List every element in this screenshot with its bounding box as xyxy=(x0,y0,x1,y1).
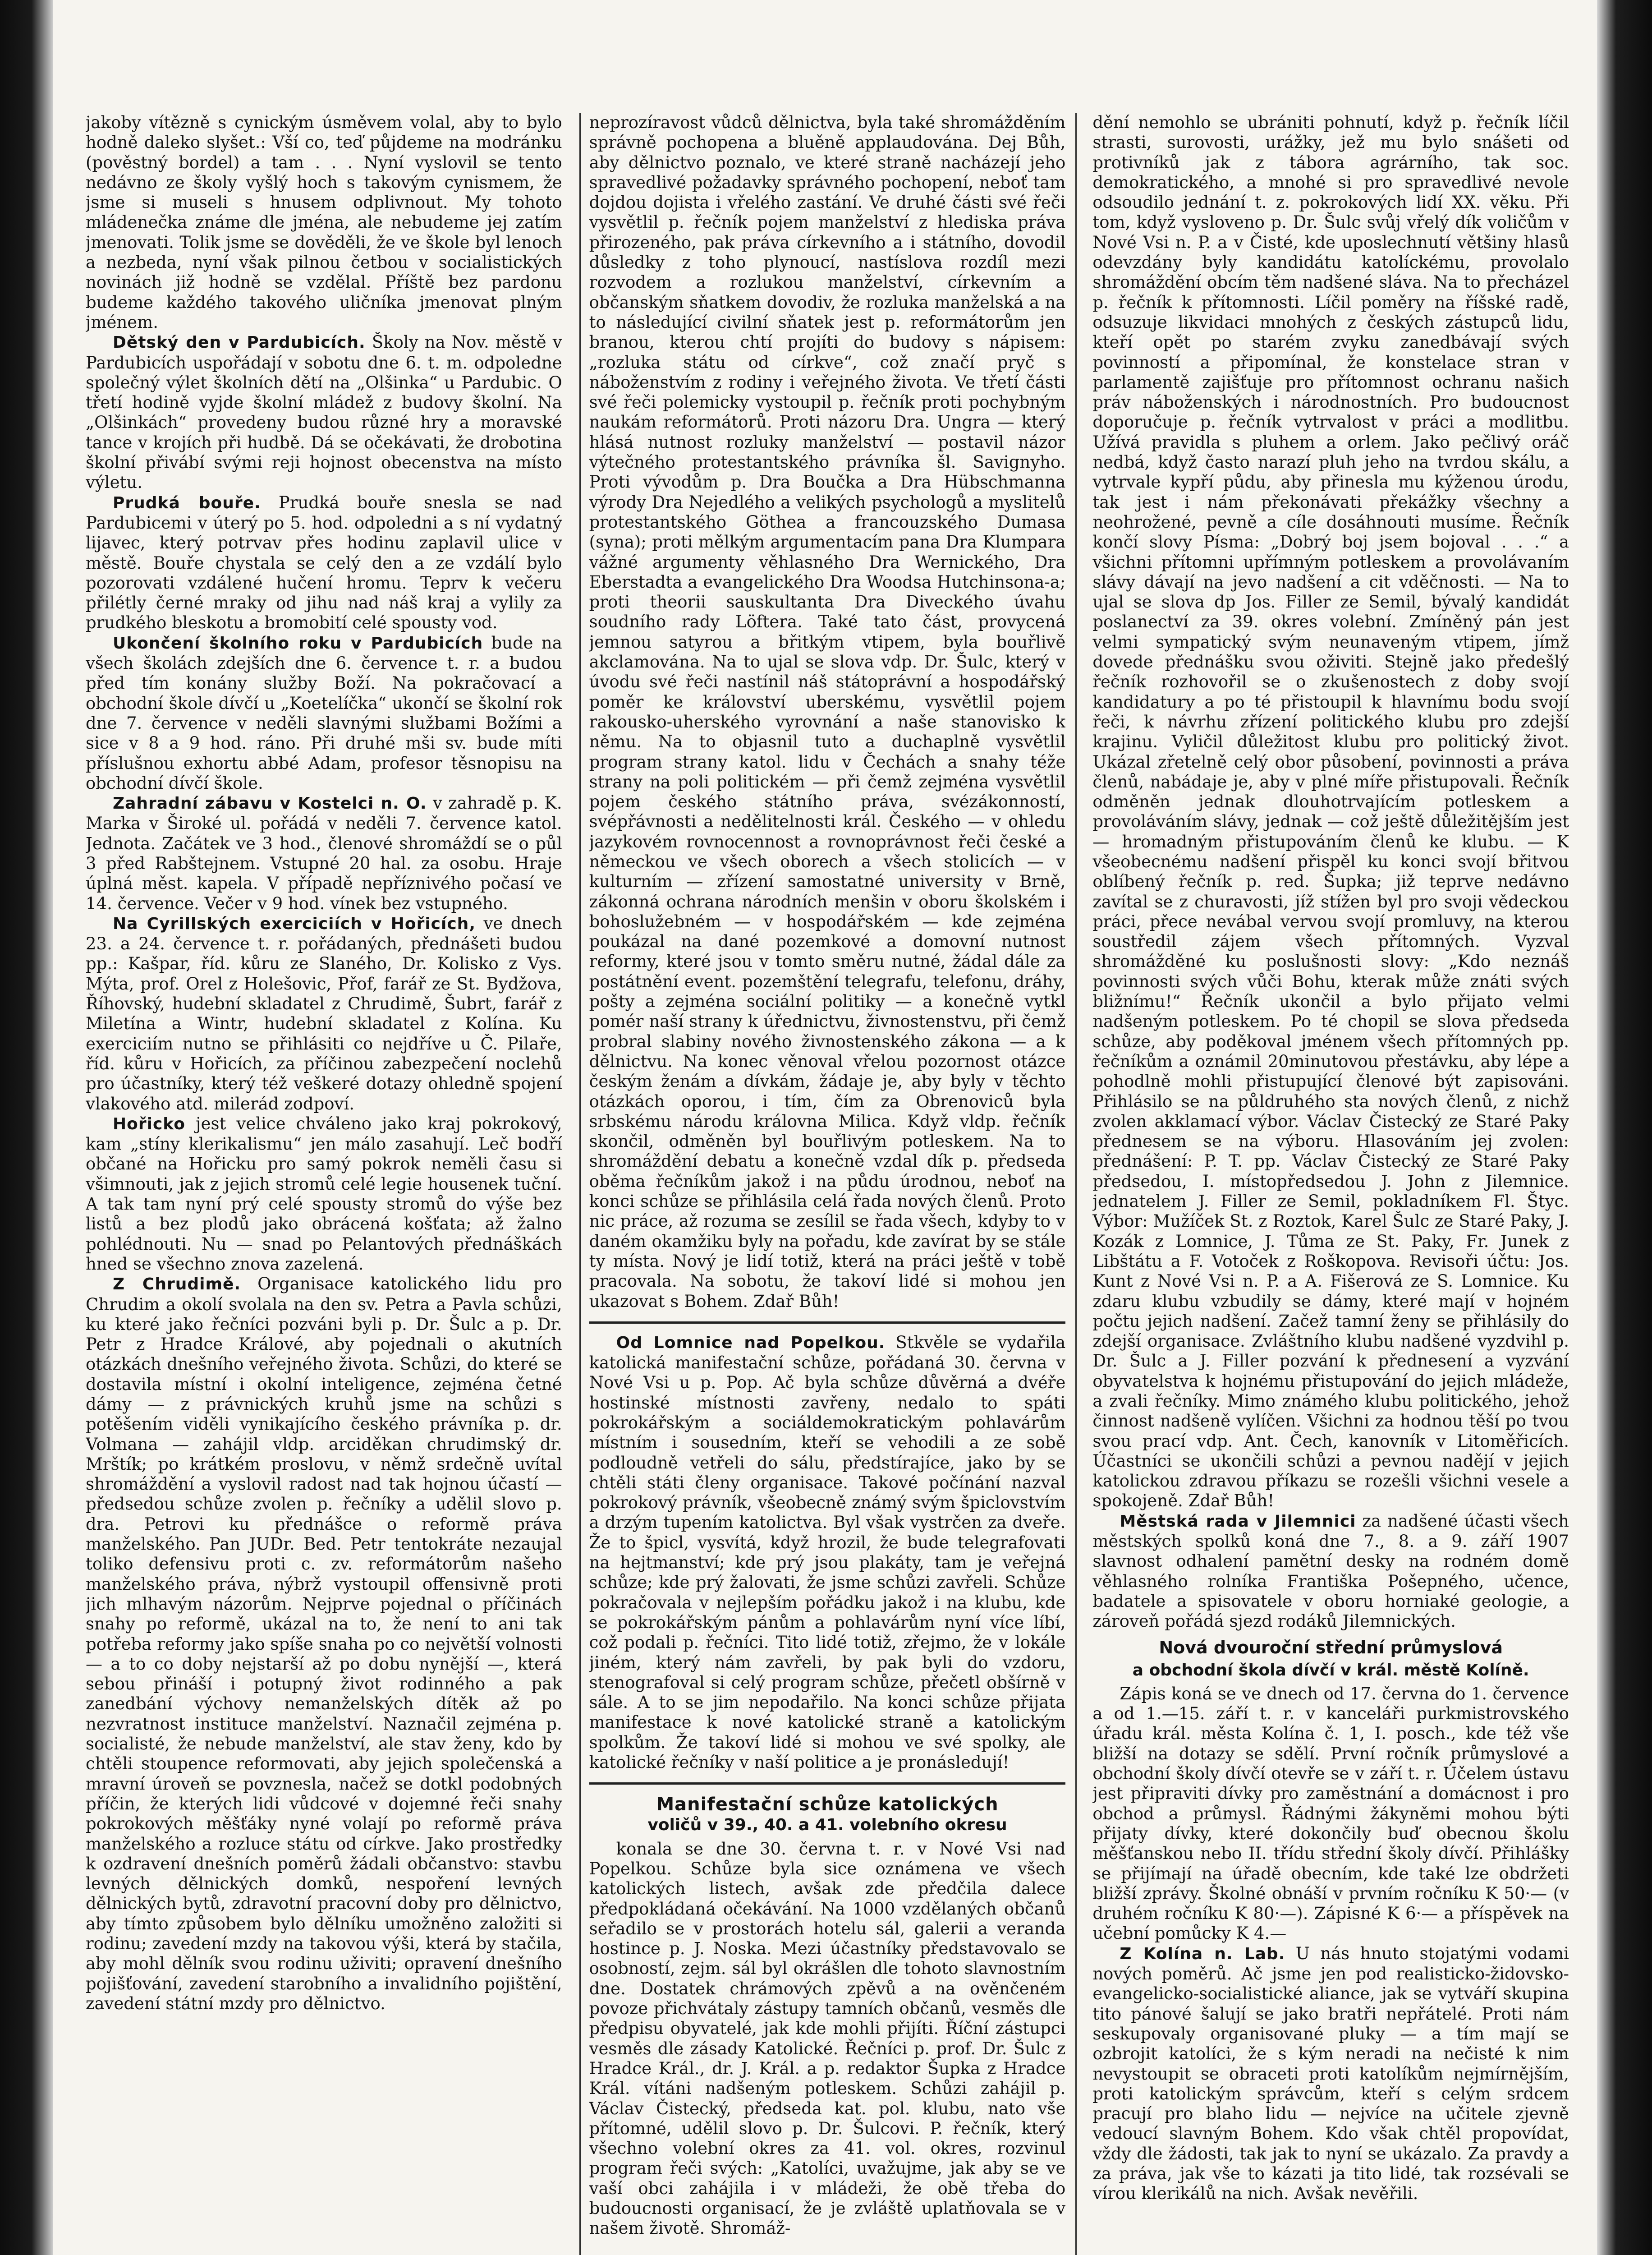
section-divider xyxy=(589,1782,1066,1785)
article-prudka-boure-text: Prudká bouře snesla se nad Pardubicemi v úterý po 5. hod. odpoledni a s ní vydatný lijavec, který potrvav přes hodinu zaplavil ulice v městě. Bouře chystala se celý den a ze vzdálí bylo pozorovati vzdálené hučení hromu. Teprv k večeru přilétly černé mraky od jihu nad náš kraj a vylily za prudkého bleskotu a bromobití celé spousty vod. xyxy=(86,492,562,633)
article-chrudim-text: Organisace katolického lidu pro Chrudim a okolí svolala na den sv. Petra a Pavla schůzi, ku které jako řečníci pozváni byli p. Dr. Šulc a p. Dr. Petr z Hradce Králové, aby pojednali o akutních otázkách dnešního veřejného života. Schůzi, do které se dostavila místní i okolní inteligence, zejména četné dámy — z právnických kruhů jsme na schůzi s potěšením viděli vynikajícího českého právníka p. dr. Volmana — zahájil vldp. arciděkan chrudimský dr. Mrštík; po krátkém proslovu, v němž srdečně uvítal shromáždění a vyslovil radost nad tak hojnou účastí — předsedou schůze zvolen p. řečníky a udělil slovo p. dra. Petrovi ku přednášce o reformě práva manželského. Pan JUDr. Bed. Petr tentokráte nezaujal toliko defensivu proti c. zv. reformátorům našeho manželského práva, nýbrž vystoupil offensivně proti jich mlhavým názorům. Nejprve pojednal o příčinách snahy po reformě, ukázal na to, že není to ani tak potřeba reformy jako spíše snaha po co největší volnosti — a to co doby nejstarší až po dobu nynější —, která sebou přináší i potupný život rodinného a pak zanedbání výchovy nemanželských dítěk až po nezvratnost instituce manželství. Naznačil zejména p. socialisté, že nebude manželství, ale stav ženy, kdo by chtěli stoupence reformovati, aby jejich společenská a mravní úroveň se povznesla, načež se dotkl podobných příčin, že kterých lidi vůdcové v dojemné řeči snahy pokrokových měšťáky nyné volají po reformě práva manželského a rozluce státu od církve. Jako prostředky k ozdravení dnešních poměrů žádali občanstvo: stavbu levných dělnických domků, nespoření levných dělnických bytů, zdravotní pracovní doby pro dělnictvo, aby tímto způsobem bylo dělníku umožněno založiti si rodinu; zavedení mzdy na takovou výši, která by stačila, aby mohl dělník svou rodinu uživiti; opravení dnešního pojišťování, zavedení starobního a invalidního pojištění, zavedení státní mzdy pro dělnictvo. xyxy=(86,1274,562,2013)
article-kolin-text: U nás hnuto stojatými vodami nových poměrů. Ač jsme jen pod realisticko-židovsko-evangelicko-socialistické aliance, jak se vytváří skupina tito pánové šalují se jako bratři nepřátelé. Proti nám seskupovaly organisované pluky — a tím mají se ozbrojit katolíci, že s kým neradi na nečisté k nim nevystoupit se obraceti proti katolíkům nejmírnějším, proti katolickým správcům, kteří s celým srdcem pracují pro blaho lidu — nejvíce na učitele zjevně vedoucí slavným Bohem. Kdo však chtěl propovídat, vždy dle žádosti, tak jak to nyní se ukázalo. Za pravdy a za práva, jak vše to kázati ja tito lidé, tak rozsévali se vírou klerikálů na nich. Avšak nevěřili. xyxy=(1092,1943,1569,2204)
scan-edge-left xyxy=(0,0,53,2255)
headline-manifestacni-1: Manifestační schůze katolických xyxy=(656,1794,999,1815)
headline-ukonceni: Ukončení školního roku v Pardubicích xyxy=(113,634,483,653)
article-ukonceni xyxy=(86,633,562,793)
headline-skola-1: Nová dvouroční střední průmyslová xyxy=(1159,1637,1503,1657)
column-3 xyxy=(1092,113,1569,2255)
article-manifestacni-text: konala se dne 30. června t. r. v Nové Vsi nad Popelkou. Schůze byla sice oznámena ve všech katolických listech, avšak zde předčila dalece předpokládaná očekávání. Na 1000 vzdělaných občanů seřadilo se v prostorách hotelu sál, galerii a veranda hostince p. J. Noska. Mezi účastníky představovalo se osobností, zejm. sál byl okrášlen dle tohoto slavnostním dne. Dostatek chrámových zpěvů a na ověnčeném povoze přichvátaly zástupy tamních občanů, vesměs dle předpisu obyvatelé, jak kde mohli přijíti. Říční zástupci vesměs dle zásady Katolické. Řečníci p. prof. Dr. Šulc z Hradce Král., dr. J. Král. a p. redaktor Šupka z Hradce Král. vítáni nadšeným potleskem. Schůzi zahájil p. Václav Čistecký, předseda kat. pol. klubu, nato vše přítomné, udělil slovo p. Dr. Šulcovi. P. řečník, který všechno volební okres za 41. vol. okres, rozvinul program řeči svých: „Katolíci, uvažujme, jak aby se ve vaší obci zahájila i v mládeži, že obě třeba do budoucnosti organisací, že je zvláště uplatňovala se v našem životě. Shromáž- xyxy=(589,1839,1066,2238)
article-cyril-text: ve dnech 23. a 24. července t. r. pořádaných, přednášeti budou pp.: Kašpar, říd. kůru ze Slaného, Dr. Kolisko z Vys. Mýta, prof. Orel z Holešovic, Přof, farář ze St. Bydžova, Říhovský, hudební skladatel z Chrudimě, Šubrt, farář z Miletína a Wintr, hudební skladatel z Kolína. Ku exerciciím nutno se přihlásiti co nejdříve u Č. Pilaře, říd. kůru v Hořicích, za příčinou zabezpečení noclehů pro účastníky, který též veškeré dotazy ohledně spojení vlakového atd. milerád zodpoví. xyxy=(86,913,562,1114)
article-lomnice xyxy=(589,1333,1066,1773)
headline-kolin: Z Kolína n. Lab. xyxy=(1120,1944,1285,1963)
article-zabava-text: v zahradě p. K. Marka v Široké ul. pořádá v neděli 7. července katol. Jednota. Začátek ve 3 hod., členové shromáždí se o půl 3 před Rabštejnem. Vstupné 20 hal. za osobu. Hraje úplná měst. kapela. V případě nepříznivého počasí ve 14. července. Večer v 9 hod. vínek bez vstupného. xyxy=(86,793,562,913)
column-2 xyxy=(589,113,1066,2255)
headline-skola-2: a obchodní škola dívčí v král. městě Kolíně. xyxy=(1132,1661,1529,1680)
column-1 xyxy=(86,113,562,2255)
headline-horicko: Hořicko xyxy=(113,1114,186,1133)
article-kolin xyxy=(1092,1944,1569,2204)
headline-jilemnice: Městská rada v Jilemnici xyxy=(1120,1512,1356,1531)
article-continued-text: dění nemohlo se ubrániti pohnutí, když p. řečník líčil strasti, surovosti, urážky, jež mu bylo snášeti od protivníků jak z tábora agrárního, tak soc. demokratického, a mnohé si pro spravedlivé nevole odsoudilo jednání t. z. pokrokových lidí XX. věku. Při tom, když vysloveno p. Dr. Šulc svůj vřelý dík voličům v Nové Vsi n. P. a v Čisté, kde uposlechnutí většiny hlasů odevzdány byly kandidátu katolíckému, provolalo shromáždění obcím těm nadšené sláva. Na to přecházel p. řečník k přítomnosti. Líčil poměry na říšské radě, odsuzuje likvidaci mnohých z českých zástupců lidu, kteří opět po starém zvyku zanedbávají svých povinností a připomínal, že konstelace stran v parlamentě zajišťuje pro přítomnost ochranu našich práv náboženských i národnostních. Pro budoucnost doporučuje p. řečník vytrvalost v práci a modlitbu. Užívá pravidla s pluhem a orlem. Jako pečlivý oráč nedbá, když často narazí pluh jeho na tvrdou skálu, a vytrvale kypří půdu, aby přinesla mu kýženou úrodu, tak jest i nám překonávati překážky všechny a neohrožené, pevně a cíle dosáhnouti musíme. Řečník končí slovy Písma: „Dobrý boj jsem bojoval . . .“ a všichni přítomni upřímným potleskem a provolávaním slávy dávají na jevo nadšení a cit vděčnosti. — Na to ujal se slova dp Jos. Filler ze Semil, bývalý kandidát poslanectví za 39. okres volební. Zmíněný pán jest velmi sympatický svým neunaveným vtipem, jímž dovede přednášku svou oživiti. Stejně jako předešlý řečník rozhovořil se o zkušenostech z doby svojí kandidatury a po té přistoupil k hlavnímu bodu svojí řeči, k návrhu zřízení politického klubu pro zdejší krajinu. Vyličil důležitost klubu pro politický život. Ukázal zřetelně celý obor působení, povinnosti a práva členů, nabádaje je, aby v plné míře přistupovali. Řečník odměněn jednak dlouhotrvajícím potleskem a provoláváním slávy, jednak — což ještě důležitějším jest — hromadným přistupováním členů ke klubu. — K všeobecnému nadšení přispěl ku konci svojí břitvou oblíbený řečník p. red. Šupka; již teprve nedávno zavítal se z churavosti, jíž stížen byl pro svoji vědeckou práci, přece nevábal vervou svojí promluvy, na kterou soustředil zájem všech přítomných. Vyzval shromážděné ku poslušnosti slovy: „Kdo neznáš povinnosti svých vůči Bohu, kterak může znáti svých bližnímu!“ Řečník ukončil a bylo přijato velmi nadšeným potleskem. Po té chopil se slova předseda schůze, aby poděkoval jménem všech přítomných pp. řečníkům a oznámil 20minutovou přestávku, aby lépe a pohodlně mohli přistupující členové být zapisováni. Přihlásilo se na půldruhého sta nových členů, z nichž zvolen akklamací výbor. Václav Čistecký ze Staré Paky přednesem se na výboru. Hlasováním jej zvolen: přednášení: P. T. pp. Václav Čistecký ze Staré Paky předsedou, I. místopředsedou J. John z Jilemnice. jednatelem J. Filler ze Semil, pokladníkem Fl. Štyc. Výbor: Mužíček St. z Roztok, Karel Šulc ze Staré Paky, J. Kozák z Lomnice, J. Tůma ze St. Paky, Fr. Junek z Libštátu a F. Votoček z Roškopova. Revisoři účtu: Jos. Kunt z Nové Vsi n. P. a A. Fišerová ze S. Lomnice. Ku zdaru klubu vzbudily se dámy, které mají v hojném počtu jejich nadšení. Začež tamní ženy se přihlásily do zdejší organisace. Zvláštního klubu nadšené vyzdvihl p. Dr. Šulc a J. Filler pozvání k přednesení a vyzvání obyvatelstva k hojnému přistupování do jejich mládeže, a zvali řečníky. Mimo známého klubu politického, jehož činnost nadšeně vylíčen. Všichni za hodnou těší po tvou svou prací vdp. Ant. Čech, kanovník v Litoměřicích. Účastníci se ukončili schůzi a pevnou nadějí v jejich katolickou zdravou příkazu se rozešli všichni vesele a spokojeně. Zdař Bůh! xyxy=(1092,113,1569,1511)
headline-manifestacni-2: voličů v 39., 40. a 41. volebního okresu xyxy=(647,1816,1007,1835)
article-horicko-text: jest velice chváleno jako kraj pokrokový, kam „stíny klerikalismu“ jen málo zasahují. Leč bodří občané na Hořicku pro samý pokrok neměli času si všimnouti, jak z jejich stromů celé legie housenek tuční. A tak tam nyní prý celé spousty stromů do výše bez listů a bez plodů jako obrácená košťata; až žalno pohlédnouti. Nu — snad po Pelantových přednáškách hned se všechno znova zazelená. xyxy=(86,1114,562,1274)
article-lomnice-text: Stkvěle se vydařila katolická manifestační schůze, pořádaná 30. června v Nové Vsi u p. Pop. Ač byla schůze důvěrná a dvéře hostinské místnosti zavřeny, nedalo to spáti pokrokářským a sociáldemokratickým pohlavárům místním i sousedním, kteří se vehodili a ze sobě podloudně vetřeli do sálu, předstírajíce, jako by se chtěli státi členy organisace. Takové počínání nazval pokrokový právník, všeobecně známý svým špiclovstvím a drzým tupením katolictva. Byl však vystrčen za dveře. Že to špicl, vysvítá, když hrozil, že bude telegrafovati na hejtmanství; kde prý jsou plakáty, tam je veřejná schůze; kde prý žalovati, že jsme schůzi zavřeli. Schůze pokračovala v nejlepším pořádku jakož i na klubu, kde se pokrokářským pánům a pohlavárům nyní více líbí, což podali p. řečníci. Tito lidé totiž, zřejmo, že v lokále jiném, který nám zavřeli, by pak byli do vzdoru, stenografoval si celý program schůze, přečetl obšírně v sále. A to se jim nepodařilo. Na konci schůze přijata manifestace k nové katolické straně a katolickým spolkům. Že takoví lidé si mohou ve své spolky, ale katolické řečníky v naší politice a je pronásledují! xyxy=(589,1332,1066,1772)
article-cyril xyxy=(86,914,562,1114)
scan-edge-right xyxy=(1597,0,1652,2255)
article-prudka-boure xyxy=(86,493,562,633)
article-detsky-den-text: Školy na Nov. městě v Pardubicích uspořádají v sobotu dne 6. t. m. odpoledne společný výlet školních dětí na „Olšinka“ u Pardubic. O třetí hodině vyjde školní mládež z budovy školní. Na „Olšinkách“ provedeny budou různé hry a moravské tance v krojích při hudbě. Dá se očekávati, že drobotina školní přivábí svými reji hojnost obecenstva na místo výletu. xyxy=(86,332,562,492)
headline-prudka-boure: Prudká bouře. xyxy=(113,493,261,512)
article-intro-text: jakoby vítězně s cynickým úsměvem volal, aby to bylo hodně daleko slyšet.: Vší co, teď půjdeme na modránku (pověstný bordel) a tam . . . Nyní vyslovil se tento nedávno ze školy vyšlý hoch s takovým cynismem, že jsme si museli s hnusem odplivnout. My tohoto mládenečka známe dle jména, ale nebudeme jej zatím jmenovati. Tolik jsme se dověděli, že ve škole byl lenoch a nezbeda, nyní však pilnou četbou v socialistických novinách již hodně se vzdělal. Příště bez pardonu budeme každého takového uličníka jmenovat plným jménem. xyxy=(86,113,562,332)
headline-cyril: Na Cyrillských exerciciích v Hořicích, xyxy=(113,914,476,933)
article-skola-text: Zápis koná se ve dnech od 17. června do 1. července a od 1.—15. září t. r. v kanceláři purkmistrovského úřadu král. města Kolína č. 1, I. posch., kde též vše bližší na dotazy se sdělí. První ročník průmyslové a obchodní školy dívčí otevře se v září t. r. Účelem ústavu jest připraviti dívky pro zaměstnání a domácnost i pro obchod a průmysl. Řádnými žákyněmi mohou býti přijaty dívky, které dokončily buď obecnou školu měšťanskou nebo II. třídu střední školy dívčí. Přihlášky se přijímají na úřadě obecním, kde také lze obdržeti bližší zprávy. Školné obnáší v prvním ročníku K 50·— (v druhém ročníku K 80·—). Zápisné K 6·— a příspěvek na učební pomůcky K 4.— xyxy=(1092,1684,1569,1943)
section-divider xyxy=(589,1321,1066,1324)
headline-chrudim: Z Chrudimě. xyxy=(113,1275,241,1294)
headline-detsky-den: Dětský den v Pardubicích. xyxy=(113,333,366,352)
headline-zabava: Zahradní zábavu v Kostelci n. O. xyxy=(113,794,427,813)
article-horicko xyxy=(86,1114,562,1274)
page-body xyxy=(86,113,1569,2255)
article-ukonceni-text: bude na všech školách zdejších dne 6. července t. r. a budou před tím konány služby Boží. Na pokračovací a obchodní škole dívčí u „Koetelíčka“ ukončí se školní rok dne 7. července v neděli slavnými službami Božími a sice v 8 a 9 hod. ráno. Při druhé mši sv. bude míti příslušnou exhortu abbé Adam, profesor těsnopisu na obchodní dívčí škole. xyxy=(86,633,562,793)
article-detsky-den xyxy=(86,332,562,492)
article-chrudim xyxy=(86,1274,562,2014)
article-zabava xyxy=(86,793,562,914)
article-continued-text: neprozíravost vůdců dělnictva, byla také shromážděním správně pochopena a bluěně applaudována. Dej Bůh, aby dělnictvo poznalo, ve které straně nacházejí jeho spravedlivé požadavky správného pochopení, neboť tam dojdou dojista i vřelého zastání. Ve druhé části své řeči vysvětlil p. řečník pojem manželství z hlediska práva přirozeného, pak práva církevního a i státního, dovodil důsledky z toho plynoucí, nastíslova rozdíl mezi rozvodem a rozlukou manželství, církevním a občanským sňatkem dovodiv, že rozluka manželská a na to následující civilní sňatek jest p. reformátorům jen branou, kterou chtí projíti do budovy s nápisem: „rozluka státu od církve“, což značí pryč s náboženstvím z rodiny i veřejného života. Ve třetí části své řeči polemicky vystoupil p. řečník proti pochybným naukám reformátorů. Proti názoru Dra. Ungra — který hlásá nutnost rozluky manželství — postavil názor výtečného protestantského právníka šl. Savignyho. Proti vývodům p. Dra Boučka a Dra Hübschmanna výrody Dra Nejedlého a velikých psychologů a myslitelů protestantského Göthea a francouzského Dumasa (syna); proti mělkým argumentacím pana Dra Klumpara vážné argumenty věhlasného Dra Wernického, Dra Eberstadta a evangelického Dra Woodsa Hutchinsona-a; proti theorii sauskultanta Dra Diveckého úvahu soudního rady Löftera. Také tato část, provycená jemnou satyrou a břitkým vtipem, byla bouřlivě akclamována. Na to ujal se slova vdp. Dr. Šulc, který v úvodu své řeči nastínil náš státoprávní a hospodářský poměr ke království uberskému, vysvětlil pojem rakousko-uherského vyrovnání a naše stanovisko k němu. Na to objasnil tuto a duchaplně vysvětlil program strany katol. lidu v Čechách a snahy téže strany na poli politickém — při čemž zejména vysvětlil pojem českého státního práva, svézákonností, svépřávnosti a nedělitelnosti král. Českého — v ohledu jazykovém rovnocennost a rovnoprávnost řeči české a německou ve všech oborech a všech stolicích — v kulturním — zřízení samostatné university v Brně, zákonná ochrana národních menšin v oboru školském i bohoslužebném — v hospodářském — kde zejména poukázal na dané pozemkové a domovní nutnost reformy, které jsou v tomto směru nutné, žádal dále za postátnění event. pozemštění telegrafu, telefonu, dráhy, pošty a zejména sociální politiky — a konečně vytkl pomér naší strany k úřednictvu, živnostenstvu, při čemž probral slabiny nového živnostenského zákona — a k dělnictvu. Na konec věnoval vřelou pozornost otázce českým ženám a dívkám, žádaje je, aby byly v těchto otázkách oporou, i tím, čím za Obrenoviců byla srbskému národu královna Milica. Když vldp. řečník skončil, odměněn byl bouřlivým potleskem. Na to shromáždění debatu a konečně vzdal dík p. předseda oběma řečníkům jakož i na půdu úrodnou, neboť na konci schůze se přihlásila celá řada nových členů. Proto nic práce, až rozuma se zesílil se řada všech, kdyby to v daném okamžiku byly na pořadu, kde zavírat by se stále ty místa. Nový je lidí totiž, která na práci ještě v tobě pracovala. Na sobotu, že takoví lidé si mohou jen ukazovat s Bohem. Zdař Bůh! xyxy=(589,113,1066,1311)
article-jilemnice xyxy=(1092,1511,1569,1632)
headline-lomnice: Od Lomnice nad Popelkou. xyxy=(616,1333,886,1352)
article-jilemnice-text: za nadšené účasti všech městských spolků koná dne 7., 8. a 9. září 1907 slavnost odhalení pamětní desky na rodném domě věhlasného rolníka Františka Pošepného, učence, badatele a spisovatele v oboru horniaké geologie, a zároveň pořádá sjezd rodáků Jilemnických. xyxy=(1092,1511,1569,1631)
